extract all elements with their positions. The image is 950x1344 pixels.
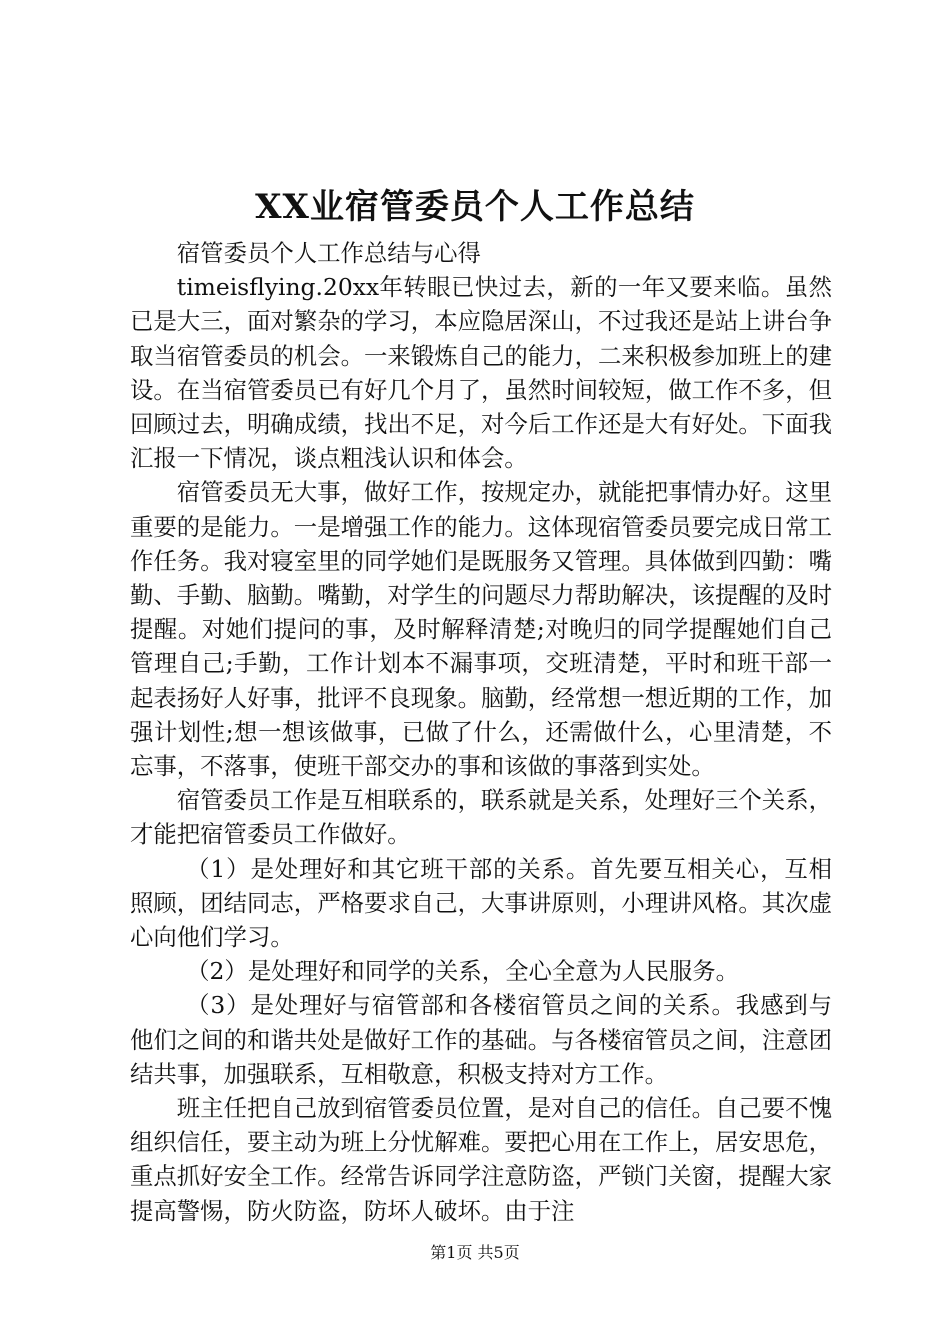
paragraph-relation-1: （1）是处理好和其它班干部的关系。首先要互相关心，互相照顾，团结同志，严格要求自己，大事讲原则，小理讲风格。其次虚心向他们学习。 (130, 854, 832, 952)
paragraph-trust: 班主任把自己放到宿管委员位置，是对自己的信任。自己要不愧组织信任，要主动为班上分忧解难。要把心用在工作上，居安思危，重点抓好安全工作。经常告诉同学注意防盗，严锁门关窗，提醒大家提高警惕，防火防盗，防坏人破坏。由于注 (130, 1094, 832, 1225)
subtitle-line: 宿管委员个人工作总结与心得 (176, 239, 481, 267)
page-number-footer: 第1页 共5页 (430, 1243, 520, 1262)
paragraph-relation-3: （3）是处理好与宿管部和各楼宿管员之间的关系。我感到与他们之间的和谐共处是做好工作的基础。与各楼宿管员之间，注意团结共事，加强联系，互相敬意，积极支持对方工作。 (130, 991, 832, 1088)
document-body (130, 236, 832, 1228)
paragraph-relations: 宿管委员工作是互相联系的，联系就是关系，处理好三个关系，才能把宿管委员工作做好。 (130, 786, 832, 849)
paragraph-duties: 宿管委员无大事，做好工作，按规定办，就能把事情办好。这里重要的是能力。一是增强工作的能力。这体现宿管委员要完成日常工作任务。我对寝室里的同学她们是既服务又管理。具体做到四勤：嘴勤、手勤、脑勤。嘴勤，对学生的问题尽力帮助解决，该提醒的及时提醒。对她们提问的事，及时解释清楚;对晚归的同学提醒她们自己管理自己;手勤，工作计划本不漏事项，交班清楚，平时和班干部一起表扬好人好事，批评不良现象。脑勤，经常想一想近期的工作，加强计划性;想一想该做事，已做了什么，还需做什么，心里清楚，不忘事，不落事，使班干部交办的事和该做的事落到实处。 (130, 478, 832, 781)
document-title: XX业宿管委员个人工作总结 (255, 187, 695, 227)
paragraph-intro: timeisflying.20xx年转眼已快过去，新的一年又要来临。虽然已是大三，面对繁杂的学习，本应隐居深山，不过我还是站上讲台争取当宿管委员的机会。一来锻炼自己的能力，二来积极参加班上的建设。在当宿管委员已有好几个月了，虽然时间较短，做工作不多，但回顾过去，明确成绩，找出不足，对今后工作还是大有好处。下面我汇报一下情况，谈点粗浅认识和体会。 (130, 273, 832, 473)
paragraph-relation-2: （2）是处理好和同学的关系，全心全意为人民服务。 (186, 957, 740, 986)
